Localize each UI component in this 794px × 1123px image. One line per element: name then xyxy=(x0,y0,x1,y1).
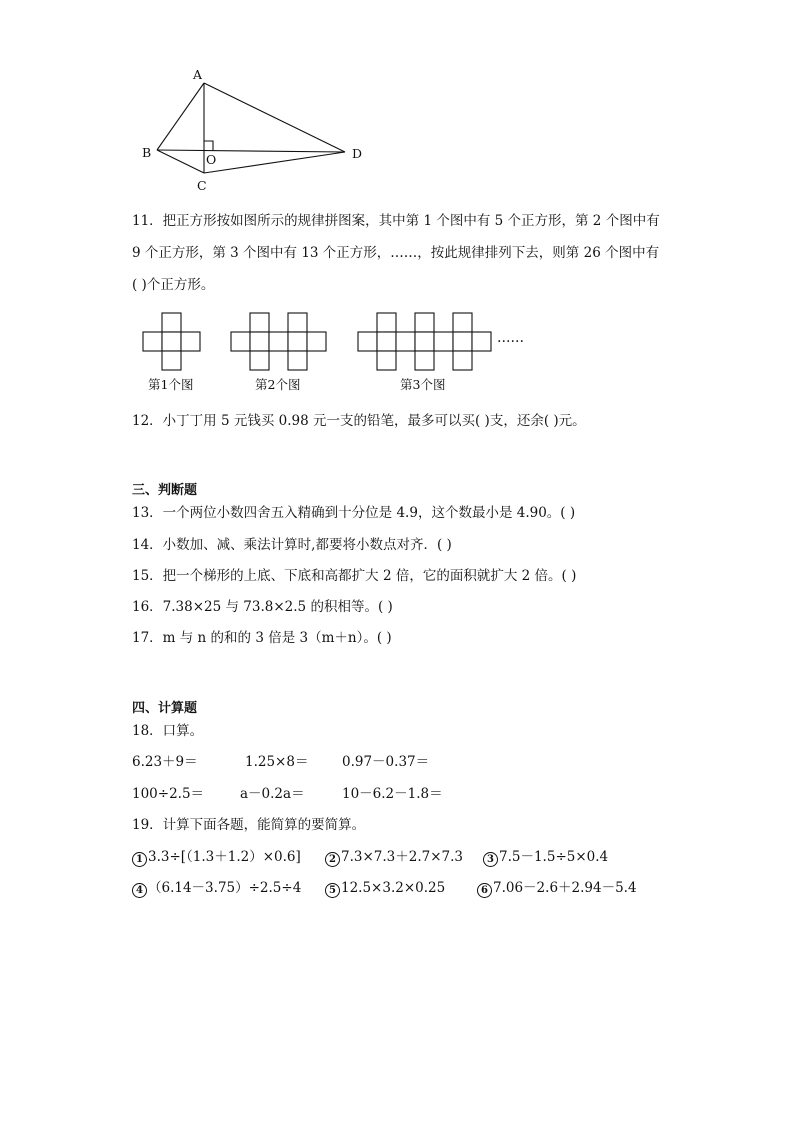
q15-text: 15．把一个梯形的上底、下底和高都扩大 2 倍，它的面积就扩大 2 倍。( ) xyxy=(132,568,577,584)
calc-item xyxy=(325,847,463,867)
q11-line-1: 11．把正方形按如图所示的规律拼图案，其中第 1 个图中有 5 个正方形，第 2 个图中有 xyxy=(132,213,660,229)
oral-calc-item: 100÷2.5＝ xyxy=(132,786,205,802)
q19-title: 19．计算下面各题，能简算的要简算。 xyxy=(132,817,366,833)
calc-item xyxy=(483,847,608,867)
circled-number: 4 xyxy=(132,883,147,898)
calc-expr: 7.5－1.5÷5×0.4 xyxy=(499,849,609,865)
calc-expr: 12.5×3.2×0.25 xyxy=(341,880,446,896)
square-pattern-figures xyxy=(0,0,794,400)
circled-number: 6 xyxy=(477,883,492,898)
circled-number: 5 xyxy=(325,883,340,898)
pattern-figure-2 xyxy=(231,313,326,370)
calc-expr: 7.06－2.6＋2.94－5.4 xyxy=(493,880,637,896)
q12-text: 12．小丁丁用 5 元钱买 0.98 元一支的铅笔，最多可以买( )支，还余( )元。 xyxy=(132,413,586,429)
q14-text: 14．小数加、减、乘法计算时,都要将小数点对齐．( ) xyxy=(132,537,452,553)
circled-number: 2 xyxy=(325,852,340,867)
oral-calc-item: 6.23＋9＝ xyxy=(132,754,198,770)
q18-title: 18．口算。 xyxy=(132,723,204,739)
vertex-label-d: D xyxy=(352,146,363,161)
pattern-figure-3 xyxy=(358,313,491,370)
fig-caption-1: 第1个图 xyxy=(148,377,194,392)
q13-text: 13．一个两位小数四舍五入精确到十分位是 4.9，这个数最小是 4.90。( ) xyxy=(132,505,576,521)
circled-number: 3 xyxy=(483,852,498,867)
oral-calc-item: a－0.2a＝ xyxy=(240,786,305,802)
calc-item xyxy=(132,847,301,867)
vertex-label-a: A xyxy=(193,67,203,82)
oral-calc-item: 0.97－0.37＝ xyxy=(342,754,430,770)
pattern-figure-1 xyxy=(143,313,200,370)
vertex-label-o: O xyxy=(206,152,217,167)
calc-item xyxy=(477,878,637,898)
pattern-ellipsis: …… xyxy=(497,330,524,346)
calc-expr: （6.14－3.75）÷2.5÷4 xyxy=(148,880,302,896)
oral-calc-item: 10－6.2－1.8＝ xyxy=(342,786,443,802)
vertex-label-c: C xyxy=(197,178,207,193)
q16-text: 16．7.38×25 与 73.8×2.5 的积相等。( ) xyxy=(132,599,393,615)
q11-line-2: 9 个正方形，第 3 个图中有 13 个正方形，……，按此规律排列下去，则第 26 个图中有 xyxy=(132,245,660,261)
q11-line-3: ( )个正方形。 xyxy=(132,277,215,293)
circled-number: 1 xyxy=(132,852,147,867)
calc-expr: 3.3÷[（1.3＋1.2）×0.6] xyxy=(148,849,301,865)
q17-text: 17．m 与 n 的和的 3 倍是 3（m＋n）。( ) xyxy=(132,630,392,646)
fig-caption-2: 第2个图 xyxy=(255,377,301,392)
fig-caption-3: 第3个图 xyxy=(400,377,446,392)
calc-item xyxy=(325,878,445,898)
vertex-label-b: B xyxy=(142,145,152,160)
oral-calc-item: 1.25×8＝ xyxy=(245,754,309,770)
calc-expr: 7.3×7.3＋2.7×7.3 xyxy=(341,849,464,865)
section3-title: 三、判断题 xyxy=(132,483,198,498)
calc-item xyxy=(132,878,301,898)
section4-title: 四、计算题 xyxy=(132,701,198,716)
